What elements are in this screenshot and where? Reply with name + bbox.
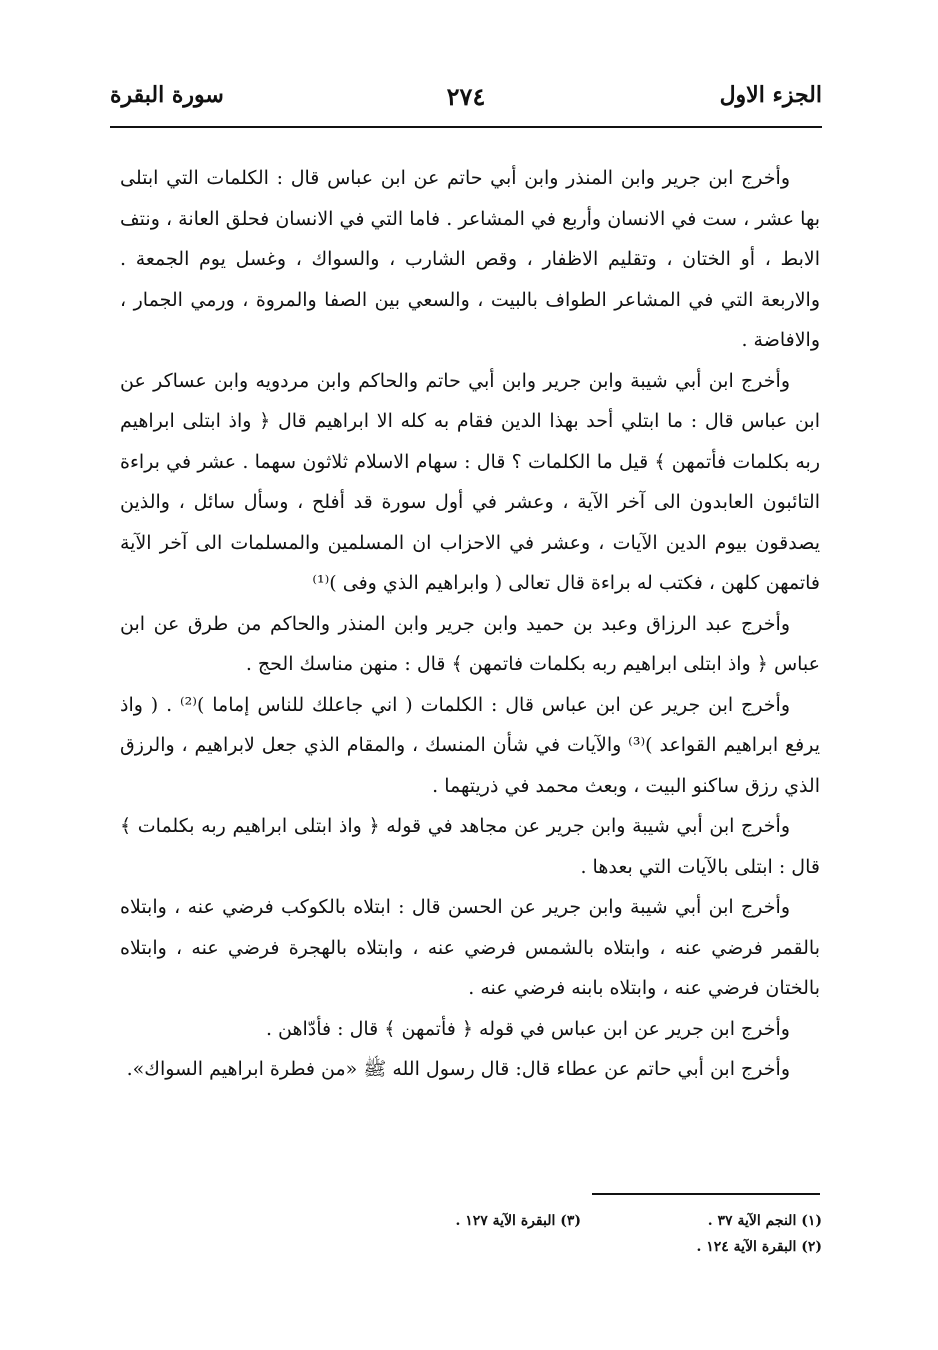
paragraph: وأخرج ابن جرير عن ابن عباس في قوله ﴿ فأتمهن ﴾ قال : فأدّاهن . bbox=[265, 1017, 790, 1040]
paragraph: وأخرج ابن جرير عن ابن عباس قال : الكلمات ( اني جاعلك للناس إماما )⁽²⁾ . ( واذ يرفع ابراهيم القواعد )⁽³⁾ والآيات في شأن المنسك ، والمقام الذي جعل لابراهيم ، والرزق الذي رزق ساكنو البيت ، وبعث محمد في ذريتهما . bbox=[120, 693, 820, 797]
running-header bbox=[110, 80, 822, 120]
footnote-row bbox=[340, 1234, 822, 1260]
paragraph: وأخرج عبد الرزاق وعبد بن حميد وابن جرير وابن المنذر والحاكم من طرق عن ابن عباس ﴿ واذ ابتلى ابراهيم ربه بكلمات فاتمهن ﴾ قال : منهن مناسك الحج . bbox=[120, 612, 820, 675]
footnote-2: (٢) البقرة الآية ١٢٤ . bbox=[696, 1239, 822, 1255]
footnote-row bbox=[340, 1208, 822, 1234]
header-rule bbox=[110, 126, 822, 128]
footnotes bbox=[340, 1208, 822, 1260]
footnote-1: (١) النجم الآية ٣٧ . bbox=[707, 1213, 822, 1229]
part-title: الجزء الاول bbox=[719, 82, 822, 108]
page-number: ٢٧٤ bbox=[446, 82, 486, 111]
main-text bbox=[120, 158, 820, 1090]
footnote-rule bbox=[592, 1193, 820, 1195]
paragraph: وأخرج ابن أبي شيبة وابن جرير عن مجاهد في قوله ﴿ واذ ابتلى ابراهيم ربه بكلمات ﴾ قال : ابتلى بالآيات التي بعدها . bbox=[120, 815, 820, 878]
paragraph: وأخرج ابن جرير وابن المنذر وابن أبي حاتم عن ابن عباس قال : الكلمات التي ابتلى بها عشر ، ست في الانسان وأربع في المشاعر . فاما التي في الانسان فحلق العانة ، ونتف الابط ، أو الختان ، وتقليم الاظفار ، وقص الشارب ، والسواك ، وغسل يوم الجمعة . والاربعة التي في المشاعر الطواف بالبيت ، والسعي بين الصفا والمروة ، ورمي الجمار ، والافاضة . bbox=[120, 167, 820, 351]
paragraph: وأخرج ابن أبي حاتم عن عطاء قال: قال رسول الله ﷺ «من فطرة ابراهيم السواك». bbox=[126, 1058, 790, 1080]
surah-title: سورة البقرة bbox=[110, 82, 224, 108]
paragraph: وأخرج ابن أبي شيبة وابن جرير عن الحسن قال : ابتلاه بالكوكب فرضي عنه ، وابتلاه بالقمر فرضي عنه ، وابتلاه بالشمس فرضي عنه ، وابتلاه بالهجرة فرضي عنه ، وابتلاه بالختان فرضي عنه ، وابتلاه بابنه فرضي عنه . bbox=[120, 896, 820, 999]
paragraph: وأخرج ابن أبي شيبة وابن جرير وابن أبي حاتم والحاكم وابن مردويه وابن عساكر عن ابن عباس قال : ما ابتلي أحد بهذا الدين فقام به كله الا ابراهيم قال ﴿ واذ ابتلى ابراهيم ربه بكلمات فأتمهن ﴾ قيل ما الكلمات ؟ قال : سهام الاسلام ثلاثون سهما . عشر في براءة التائبون العابدون الى آخر الآية ، وعشر في أول سورة قد أفلح ، وسأل سائل ، والذين يصدقون بيوم الدين الآيات ، وعشر في الاحزاب ان المسلمين والمسلمات الى آخر الآية فاتمهن كلهن ، فكتب له براءة قال تعالى ( وابراهيم الذي وفى )⁽¹⁾ bbox=[120, 369, 820, 594]
footnote-3: (٣) البقرة الآية ١٢٧ . bbox=[455, 1213, 581, 1229]
